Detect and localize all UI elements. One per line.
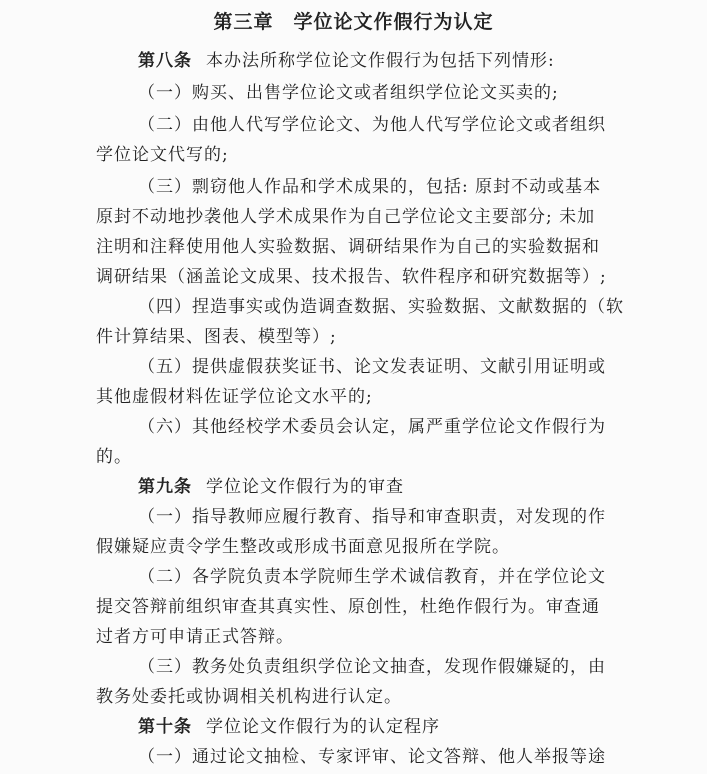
article-8-title: 本办法所称学位论文作假行为包括下列情形:	[206, 51, 555, 71]
paragraph-line: （五）提供虚假获奖证书、论文发表证明、文献引用证明或	[138, 357, 606, 377]
paragraph-line: （三）剽窃他人作品和学术成果的，包括: 原封不动或基本	[138, 177, 602, 197]
article-10-heading	[138, 713, 440, 741]
paragraph-line: 其他虚假材料佐证学位论文水平的;	[96, 387, 373, 407]
paragraph-line: 注明和注释使用他人实验数据、调研结果作为自己的实验数据和	[96, 237, 600, 257]
article-10-title: 学位论文作假行为的认定程序	[206, 717, 440, 737]
article-9-title: 学位论文作假行为的审查	[206, 477, 404, 497]
paragraph-line: 教务处委托或协调相关机构进行认定。	[96, 687, 402, 707]
paragraph-line: 假嫌疑应责令学生整改或形成书面意见报所在学院。	[96, 537, 510, 557]
chapter-title: 第三章 学位论文作假行为认定	[213, 11, 494, 33]
article-8-number: 第八条	[138, 51, 192, 71]
paragraph-line: （二）由他人代写学位论文、为他人代写学位论文或者组织	[138, 115, 606, 135]
article-9-number: 第九条	[138, 477, 192, 497]
paragraph-line: 提交答辩前组织审查其真实性、原创性，杜绝作假行为。审查通	[96, 597, 600, 617]
paragraph-line: （一）通过论文抽检、专家评审、论文答辩、他人举报等途	[138, 747, 606, 767]
article-10-number: 第十条	[138, 717, 192, 737]
paragraph-line: 的。	[96, 447, 132, 467]
paragraph-line: 过者方可申请正式答辩。	[96, 627, 294, 647]
paragraph-line: （一）购买、出售学位论文或者组织学位论文买卖的;	[138, 83, 559, 103]
paragraph-line: （四）捏造事实或伪造调查数据、实验数据、文献数据的（软	[138, 297, 624, 317]
article-9-heading	[138, 473, 404, 501]
paragraph-line: （一）指导教师应履行教育、指导和审查职责，对发现的作	[138, 507, 606, 527]
article-8-heading	[138, 47, 555, 75]
paragraph-line: 件计算结果、图表、模型等）;	[96, 327, 337, 347]
paragraph-line: 调研结果（涵盖论文成果、技术报告、软件程序和研究数据等）;	[96, 267, 607, 287]
paragraph-line: （二）各学院负责本学院师生学术诚信教育，并在学位论文	[138, 567, 606, 587]
paragraph-line: （六）其他经校学术委员会认定，属严重学位论文作假行为	[138, 417, 606, 437]
paragraph-line: 原封不动地抄袭他人学术成果作为自己学位论文主要部分; 未加	[96, 207, 596, 227]
paragraph-line: （三）教务处负责组织学位论文抽查，发现作假嫌疑的，由	[138, 657, 606, 677]
paragraph-line: 学位论文代写的;	[96, 145, 229, 165]
